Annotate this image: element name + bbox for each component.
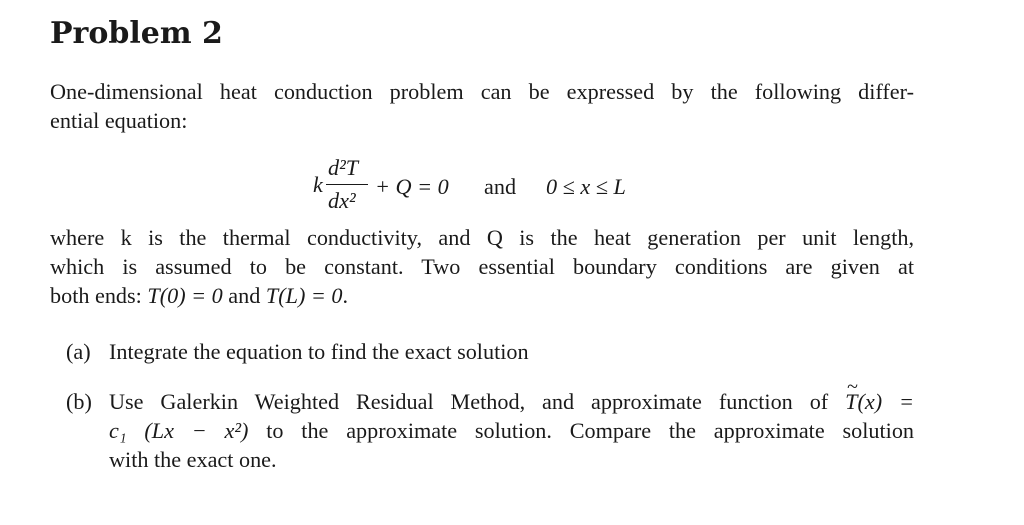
question-a-text — [109, 337, 914, 366]
approx-function-symbol: ~ T — [845, 387, 857, 416]
approx-function-expression: c₁ (Lx − x²) — [109, 418, 249, 443]
intro-line-2: ential equation: — [50, 108, 188, 133]
explanation-line-3-mid: and — [222, 283, 266, 308]
explanation-line-3-prefix: both ends: — [50, 283, 148, 308]
equation-numerator: d²T — [328, 155, 359, 180]
boundary-condition-2: T(L) = 0 — [265, 283, 343, 308]
explanation-line-3 — [50, 281, 914, 310]
equation-and: and — [484, 174, 517, 199]
differential-equation — [0, 150, 1024, 220]
boundary-condition-1: T(0) = 0 — [147, 283, 223, 308]
equation-rest: + Q = 0 — [375, 174, 449, 199]
explanation-line-3-suffix: . — [342, 283, 349, 308]
explanation-line-1: where k is the thermal conductivity, and Q is the heat generation per unit length, — [50, 225, 914, 250]
question-b-label: (b) — [66, 389, 92, 414]
fraction-bar — [326, 184, 368, 185]
equation-denominator: dx² — [328, 188, 356, 213]
explanation-line-2: which is assumed to be constant. Two essential boundary conditions are given at — [50, 254, 914, 279]
equation-domain: 0 ≤ x ≤ L — [546, 174, 626, 199]
problem-title: Problem 2 — [50, 16, 223, 51]
question-b-line-2-text: to the approximate solution. Compare the approximate solution — [248, 418, 915, 443]
approx-function-args: (x) = — [857, 389, 914, 414]
question-b-line-1 — [109, 387, 914, 416]
question-b-text — [109, 387, 914, 474]
intro-line-1: One-dimensional heat conduction problem can be expressed by the following differ- — [50, 79, 914, 104]
question-b-line-1-prefix: Use Galerkin Weighted Residual Method, and approximate function of — [109, 389, 846, 414]
question-b-line-3: with the exact one. — [109, 447, 277, 472]
question-b-line-2 — [109, 416, 914, 445]
question-a-label: (a) — [66, 339, 91, 364]
intro-paragraph — [50, 77, 914, 135]
explanation-paragraph — [50, 223, 914, 310]
equation-k: k — [313, 172, 323, 197]
question-a-line: Integrate the equation to find the exact solution — [109, 339, 529, 364]
